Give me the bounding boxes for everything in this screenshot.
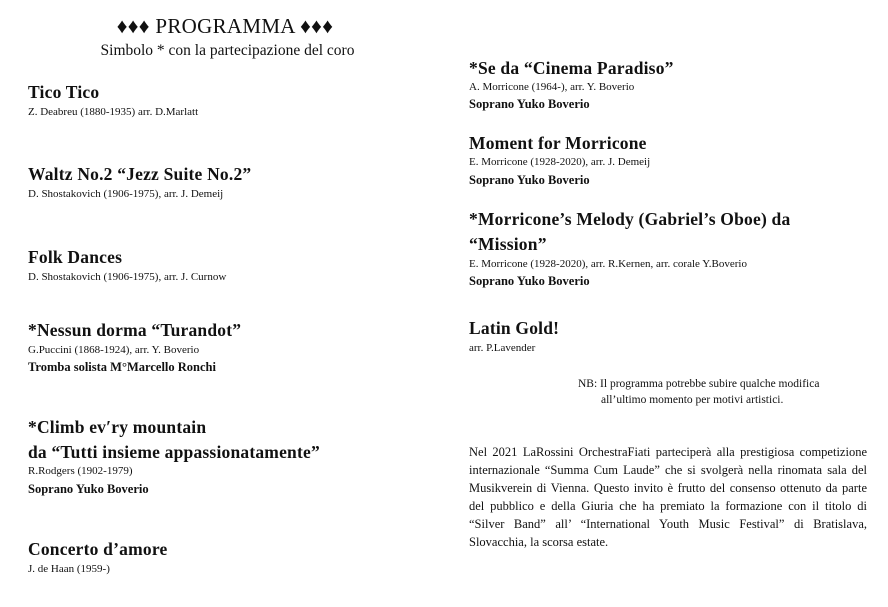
piece-credit: J. de Haan (1959-) — [28, 563, 110, 575]
program-note-line1: NB: Il programma potrebbe subire qualche modifica — [578, 378, 820, 390]
piece-credit: D. Shostakovich (1906-1975), arr. J. Demeij — [28, 188, 224, 200]
piece-title-continued: da “Tutti insieme appassionatamente” — [28, 442, 320, 462]
piece-title: Folk Dances — [28, 247, 123, 267]
piece-credit: G.Puccini (1868-1924), arr. Y. Boverio — [28, 344, 200, 356]
piece-title: Concerto d’amore — [28, 539, 168, 559]
program-subtitle: Simbolo * con la partecipazione del coro — [100, 42, 355, 59]
piece-soloist: Soprano Yuko Boverio — [469, 173, 590, 187]
piece-soloist: Tromba solista M°Marcello Ronchi — [28, 360, 216, 374]
program-note-line2: all’ultimo momento per motivi artistici. — [601, 394, 784, 406]
piece-credit: Z. Deabreu (1880-1935) arr. D.Marlatt — [28, 106, 199, 118]
program-note — [578, 376, 870, 408]
piece-credit: D. Shostakovich (1906-1975), arr. J. Curnow — [28, 271, 227, 283]
piece-title: Waltz No.2 “Jezz Suite No.2” — [28, 164, 252, 184]
piece-credit: E. Morricone (1928-2020), arr. R.Kernen, arr. corale Y.Boverio — [469, 258, 747, 270]
piece-credit: E. Morricone (1928-2020), arr. J. Demeij — [469, 156, 651, 168]
program-heading: ♦♦♦ PROGRAMMA ♦♦♦ — [116, 14, 334, 38]
piece-title: *Se da “Cinema Paradiso” — [469, 58, 674, 78]
piece-title: Moment for Morricone — [469, 133, 647, 153]
piece-credit: R.Rodgers (1902-1979) — [28, 465, 133, 477]
piece-title-continued: “Mission” — [469, 234, 547, 254]
piece-soloist: Soprano Yuko Boverio — [469, 274, 590, 288]
piece-title: *Morricone’s Melody (Gabriel’s Oboe) da — [469, 209, 791, 229]
piece-title: *Climb ev′ry mountain — [28, 417, 207, 437]
orchestra-paragraph: Nel 2021 LaRossini OrchestraFiati parteciperà alla prestigiosa competizione internazionale “Summa Cum Laude” che si svolgerà nella rinomata sala del Musikverein di Vienna. Questo invito è frutto del consenso ottenuto da parte del pubblico e della Giuria che ha premiato la formazione con il titolo di “Silver Band” all’ “International Youth Music Festival” di Bratislava, Slovacchia, la scorsa estate. — [469, 445, 867, 549]
piece-soloist: Soprano Yuko Boverio — [469, 97, 590, 111]
piece-soloist: Soprano Yuko Boverio — [28, 482, 149, 496]
piece-title: Latin Gold! — [469, 318, 560, 338]
piece-title: Tico Tico — [28, 82, 100, 102]
piece-credit: A. Morricone (1964-), arr. Y. Boverio — [469, 81, 635, 93]
piece-title: *Nessun dorma “Turandot” — [28, 320, 242, 340]
piece-credit: arr. P.Lavender — [469, 342, 536, 354]
